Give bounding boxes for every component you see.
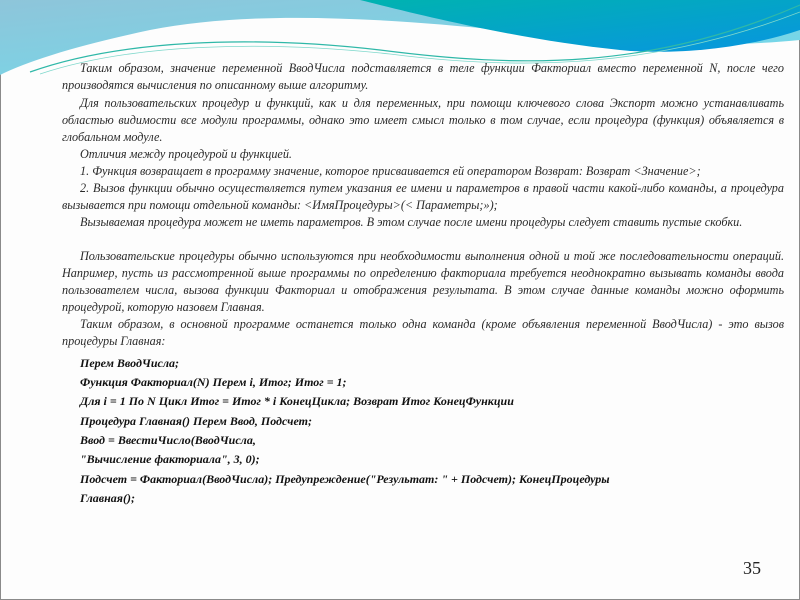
code-line: Процедура Главная() Перем Ввод, Подсчет; [80,414,312,428]
paragraph-1: Таким образом, значение переменной ВводЧисла подставляется в теле функции Факториал вместо переменной N, после чего производятся вычисления по описанному выше алгоритму. [62,61,784,92]
paragraph-6: Вызываемая процедура может не иметь параметров. В этом случае после имени процедуры следует ставить пустые скобки. [80,215,743,229]
paragraph-4: 1. Функция возвращает в программу значение, которое присваивается ей оператором Возврат: Возврат <Значение>; [80,164,701,178]
code-line: Для i = 1 По N Цикл Итог = Итог * i КонецЦикла; Возврат Итог КонецФункции [80,394,514,408]
paragraph-3: Отличия между процедурой и функцией. [80,147,292,161]
slide-number: 35 [743,558,761,578]
code-line: Главная(); [80,491,135,505]
code-line: Подсчет = Факториал(ВводЧисла); Предупреждение("Результат: " + Подсчет); КонецПроцедуры [80,472,610,486]
paragraph-7: Пользовательские процедуры обычно используются при необходимости выполнения одной и той же последовательности операций. Например, пусть из рассмотренной выше программы по определению факториала требуется неоднократно вызывать команды ввода пользователем числа, вызова функции Факториал и отображения результата. В этом случае данные команды можно оформить процедурой, которую назовем Главная. [62,249,784,314]
code-line: "Вычисление факториала", 3, 0); [80,452,260,466]
paragraph-5: 2. Вызов функции обычно осуществляется путем указания ее имени и параметров в правой части какой-либо команды, а процедура вызывается при помощи отдельной команды: <ИмяПроцедуры>(< Параметры;»); [62,181,784,212]
code-line: Функция Факториал(N) Перем i, Итог; Итог = 1; [80,375,347,389]
code-line: Перем ВводЧисла; [80,356,180,370]
paragraph-8: Таким образом, в основной программе останется только одна команда (кроме объявления переменной ВводЧисла) - это вызов процедуры Главная: [62,317,784,348]
paragraph-2: Для пользовательских процедур и функций, как и для переменных, при помощи ключевого слова Экспорт можно устанавливать областью видимости все модули программы, однако это имеет смысл только в том случае, если процедура (функция) объявляется в глобальном модуле. [62,96,784,144]
code-line: Ввод = ВвестиЧисло(ВводЧисла, [80,433,256,447]
